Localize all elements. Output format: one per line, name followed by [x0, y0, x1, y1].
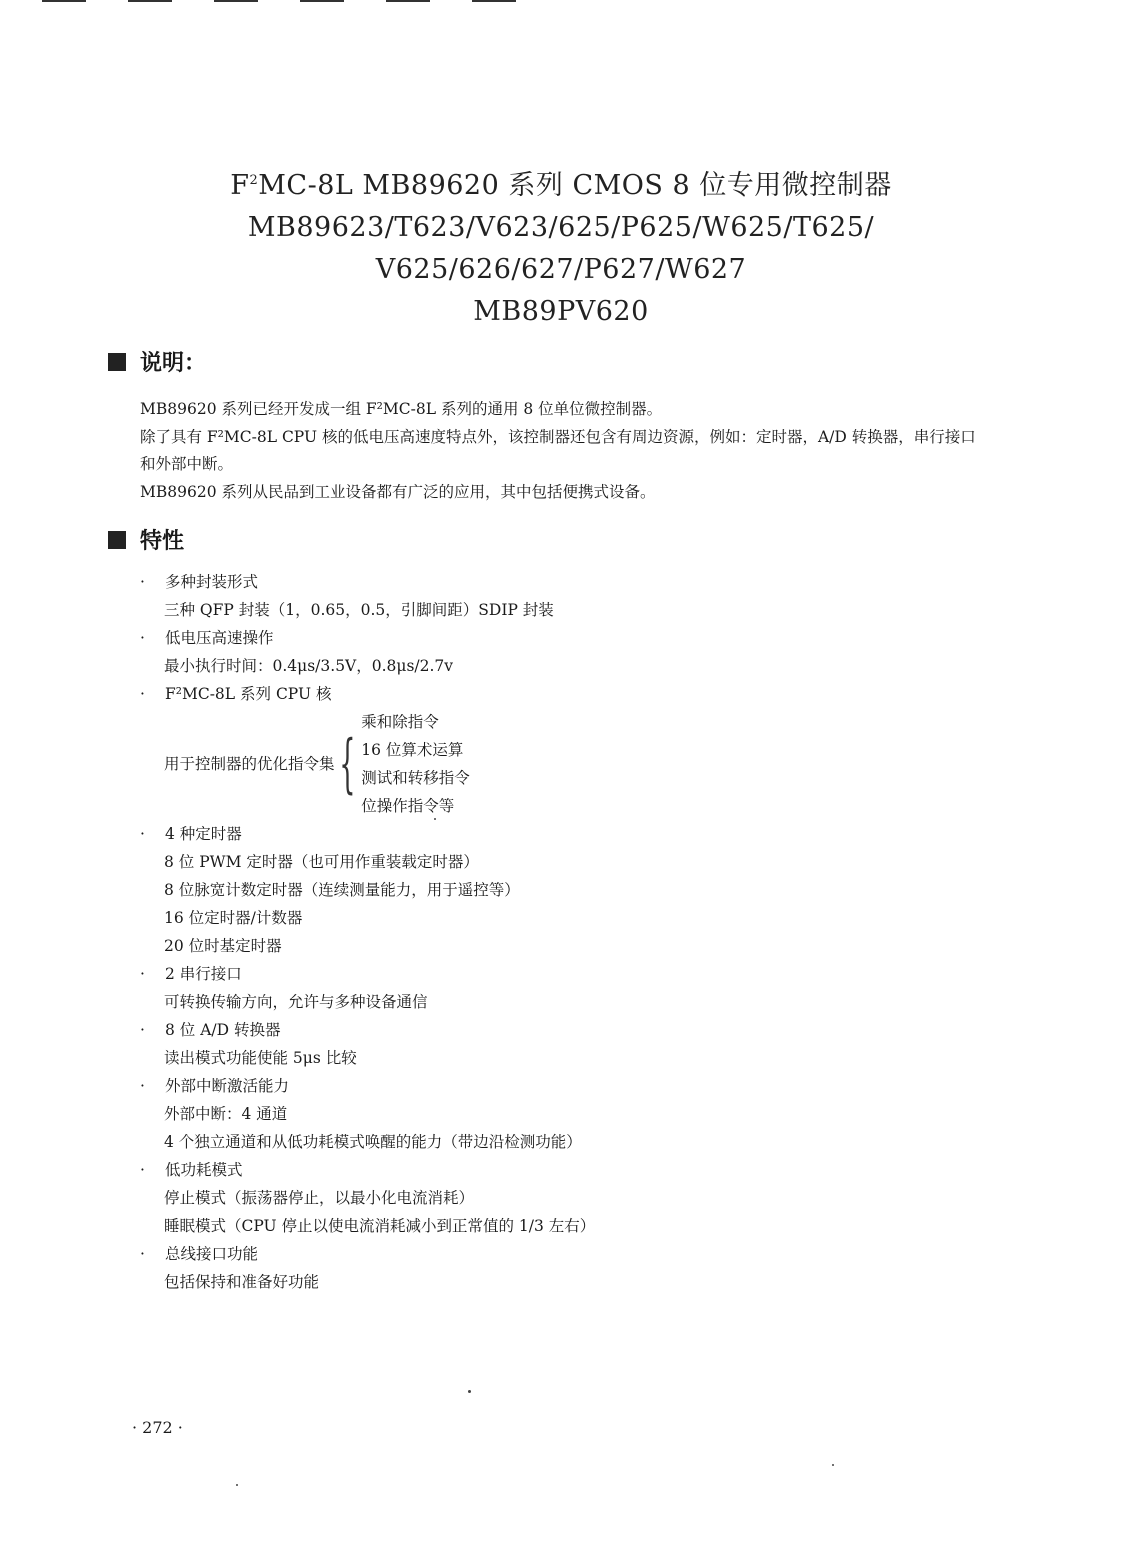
- feature-detail: 最小执行时间：0.4μs/3.5V，0.8μs/2.7v: [164, 657, 454, 675]
- feature-detail: 20 位时基定时器: [164, 937, 282, 955]
- description-body: [140, 396, 980, 506]
- feature-detail: 停止模式（振荡器停止，以最小化电流消耗）: [164, 1189, 475, 1207]
- feature-detail: 8 位脉宽计数定时器（连续测量能力，用于遥控等）: [164, 881, 520, 899]
- feature-item: · 8 位 A/D 转换器: [140, 1016, 900, 1044]
- feature-item: · 外部中断激活能力: [140, 1072, 900, 1100]
- feature-item: · 总线接口功能: [140, 1240, 900, 1268]
- title-line-1: $F^2MC-8L$ MB89620 系列 CMOS 8 位专用微控制器: [230, 170, 892, 201]
- feature-detail: 4 个独立通道和从低功耗模式唤醒的能力（带边沿检测功能）: [164, 1133, 582, 1151]
- top-rule: [300, 0, 344, 2]
- feature-item: · 低功耗模式: [140, 1156, 900, 1184]
- feature-item: · 4 种定时器: [140, 820, 900, 848]
- feature-detail: 读出模式功能使能 5μs 比较: [164, 1049, 357, 1067]
- bullet-icon: ·: [140, 965, 145, 983]
- feature-item: · F²MC-8L 系列 CPU 核: [140, 680, 900, 708]
- bullet-icon: ·: [140, 1161, 145, 1179]
- feature-item: · 多种封装形式: [140, 568, 900, 596]
- feature-detail: 16 位定时器/计数器: [164, 909, 303, 927]
- description-heading: 说明：: [108, 346, 206, 377]
- description-paragraph: MB89620 系列已经开发成一组 F²MC-8L 系列的通用 8 位单位微控制器。: [140, 400, 663, 418]
- features-list: [140, 568, 900, 1296]
- instruction-set-items: [361, 708, 470, 820]
- feature-detail: 三种 QFP 封装（1，0.65，0.5，引脚间距）SDIP 封装: [164, 601, 554, 619]
- feature-detail: 可转换传输方向，允许与多种设备通信: [164, 993, 428, 1011]
- feature-detail: 包括保持和准备好功能: [164, 1273, 320, 1291]
- feature-detail: 8 位 PWM 定时器（也可用作重装载定时器）: [164, 853, 479, 871]
- scan-speck: [434, 818, 436, 820]
- page-number: · 272 ·: [132, 1418, 183, 1437]
- title-line-4: MB89PV620: [473, 296, 649, 327]
- top-rule: [386, 0, 430, 2]
- instruction-set-label: 用于控制器的优化指令集: [164, 755, 335, 773]
- scan-speck: [832, 1464, 834, 1466]
- title-line-2: MB89623/T623/V623/625/P625/W625/T625/: [247, 212, 875, 243]
- description-paragraph: MB89620 系列从民品到工业设备都有广泛的应用，其中包括便携式设备。: [140, 482, 656, 501]
- top-rule: [472, 0, 516, 2]
- instruction-item: 测试和转移指令: [361, 769, 470, 787]
- square-bullet-icon: [108, 531, 126, 549]
- feature-detail: 外部中断：4 通道: [164, 1105, 288, 1123]
- square-bullet-icon: [108, 353, 126, 371]
- feature-detail: 睡眠模式（CPU 停止以使电流消耗减小到正常值的 1/3 左右）: [164, 1217, 596, 1235]
- title-line-3: V625/626/627/P627/W627: [375, 254, 747, 285]
- instruction-item: 位操作指令等: [361, 797, 455, 815]
- description-paragraph: 除了具有 F²MC-8L CPU 核的低电压高速度特点外，该控制器还包含有周边资源，例如：定时器，A/D 转换器，串行接口和外部中断。: [140, 427, 976, 473]
- bullet-icon: ·: [140, 573, 145, 591]
- top-rule: [214, 0, 258, 2]
- instruction-item: 乘和除指令: [361, 713, 439, 731]
- instruction-item: 16 位算术运算: [361, 741, 464, 759]
- feature-item: · 2 串行接口: [140, 960, 900, 988]
- features-heading: 特性: [108, 524, 184, 555]
- scan-speck: [236, 1484, 238, 1486]
- bullet-icon: ·: [140, 1245, 145, 1263]
- bullet-icon: ·: [140, 1077, 145, 1095]
- instruction-set-group: [140, 708, 900, 820]
- bullet-icon: ·: [140, 629, 145, 647]
- bullet-icon: ·: [140, 825, 145, 843]
- bullet-icon: ·: [140, 685, 145, 703]
- bullet-icon: ·: [140, 1021, 145, 1039]
- curly-brace-icon: {: [338, 727, 356, 801]
- feature-item: · 低电压高速操作: [140, 624, 900, 652]
- scan-speck: [468, 1390, 471, 1393]
- top-rule: [128, 0, 172, 2]
- document-title: [0, 160, 1122, 333]
- top-rule: [42, 0, 86, 2]
